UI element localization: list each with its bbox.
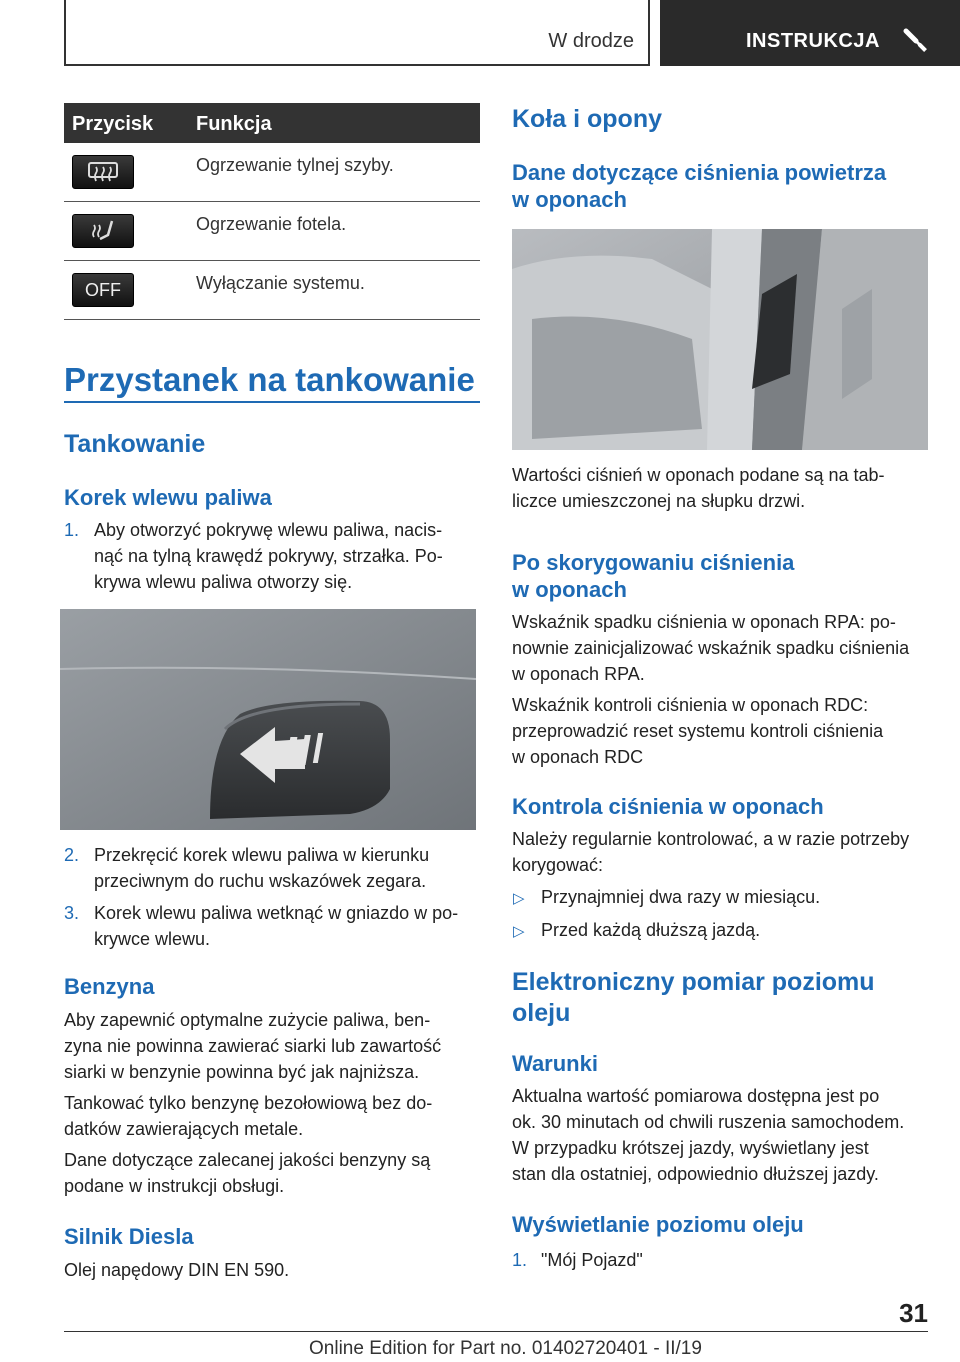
step-number: 1. [64,520,80,540]
table-header-function: Funkcja [196,113,272,135]
conditions-para: Aktualna wartość pomiarowa dostępna jest po ok. 30 minutach od chwili ruszenia samochodem. W przypadku krótszej jazdy, wyświetlany jest stan dla ostatniej, odpowiednio dłuższej jazdy. [512,1086,905,1184]
table-row [64,143,480,202]
row-text: Ogrzewanie tylnej szyby. [196,155,394,175]
off-icon: OFF [72,273,134,307]
wrench-icon [902,28,930,54]
heading-oil-level: Elektroniczny pomiar poziomu oleju [512,968,875,1027]
petrol-para-2: Tankować tylko benzynę bezołowiową bez do‐ datków zawierających metale. [64,1093,433,1139]
subsection-heading: Tankowanie [64,430,206,458]
step-1-text: Aby otworzyć pokrywę wlewu paliwa, nacis‐ nąć na tylną krawędź pokrywy, strzałka. Po‐ krywa wlewu paliwa otworzy się. [94,520,443,592]
bullet-triangle-icon: ▷ [513,923,525,940]
rpa-para: Wskaźnik spadku ciśnienia w oponach RPA: po‐ nownie zainicjalizować wskaźnik spadku ciśnienia w oponach RPA. [512,612,910,684]
petrol-para-1: Aby zapewnić optymalne zużycie paliwa, ben‐ zyna nie powinna zawierać siarki lub zawartość siarki w benzynie powinna być jak najniższa. [64,1010,442,1082]
bullet-item: Przed każdą dłuższą jazdą. [541,920,761,940]
heading-rule [64,401,480,403]
row-text: Ogrzewanie fotela. [196,214,347,234]
subheading-oil-display: Wyświetlanie poziomu oleju [512,1212,804,1237]
rdc-para: Wskaźnik kontroli ciśnienia w oponach RDC: przeprowadzić reset systemu kontroli ciśnienia w oponach RDC [512,695,884,767]
subheading-after-correction: Po skorygowaniu ciśnienia w oponach [512,550,795,602]
subheading-diesel: Silnik Diesla [64,1224,194,1249]
rear-window-heat-icon [72,155,134,189]
page-number: 31 [899,1298,928,1328]
row-text: Wyłączanie systemu. [196,273,365,293]
button-function-table [64,103,480,320]
step-number: 3. [64,903,80,923]
header-chapter: INSTRUKCJA [746,30,880,52]
seat-heat-icon [72,214,134,248]
step-number: 1. [512,1250,528,1270]
header-chapter-box [660,0,960,66]
tyre-pressure-para: Wartości ciśnień w oponach podane są na tab‐ liczce umieszczonej na słupku drzwi. [512,465,885,511]
table-row [64,261,480,320]
diesel-para: Olej napędowy DIN EN 590. [64,1260,290,1280]
pressure-check-para: Należy regularnie kontrolować, a w razie potrzeby korygować: [512,829,910,875]
fuel-cap-image [60,609,476,830]
subheading-conditions: Warunki [512,1051,598,1076]
step-2-text: Przekręcić korek wlewu paliwa w kierunku przeciwnym do ruchu wskazówek zegara. [94,845,430,891]
header-section: W drodze [548,30,634,52]
footer-rule [64,1331,928,1332]
door-pillar-image [512,229,928,450]
table-row [64,202,480,261]
step-3-text: Korek wlewu paliwa wetknąć w gniazdo w po‐ krywce wlewu. [94,903,459,949]
section-heading: Przystanek na tankowanie [64,361,475,398]
step-number: 2. [64,845,80,865]
oil-display-step-1: "Mój Pojazd" [541,1250,643,1270]
footer-edition: Online Edition for Part no. 01402720401 - II/19 [309,1338,702,1359]
heading-wheels-tyres: Koła i opony [512,105,662,133]
petrol-para-3: Dane dotyczące zalecanej jakości benzyny są podane w instrukcji obsługi. [64,1150,431,1196]
header-section-box [64,0,650,66]
table-header [64,103,480,143]
subheading-petrol: Benzyna [64,974,155,999]
bullet-triangle-icon: ▷ [513,890,525,907]
subheading-tyre-pressure: Dane dotyczące ciśnienia powietrza w oponach [512,160,887,212]
table-header-button: Przycisk [72,113,154,135]
subheading-fuel-cap: Korek wlewu paliwa [64,485,272,510]
subheading-pressure-check: Kontrola ciśnienia w oponach [512,794,824,819]
bullet-item: Przynajmniej dwa razy w miesiącu. [541,887,821,907]
